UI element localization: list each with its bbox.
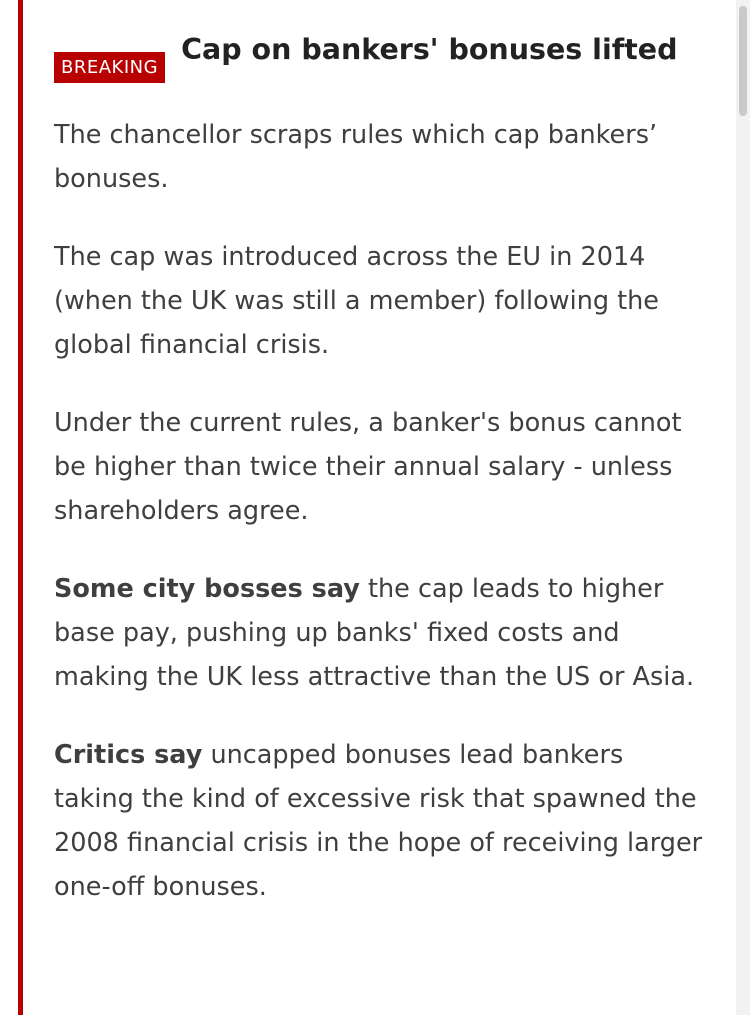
post-paragraph-4 bbox=[54, 567, 709, 699]
breaking-accent-bar bbox=[18, 0, 23, 1015]
paragraph-text: The chancellor scraps rules which cap bankers’ bonuses. bbox=[54, 120, 658, 194]
post-paragraph-5 bbox=[54, 733, 709, 909]
paragraph-text: Under the current rules, a banker's bonus cannot be higher than twice their annual salary - unless shareholders agree. bbox=[54, 408, 682, 526]
paragraph-bold-lead: Some city bosses say bbox=[54, 574, 360, 604]
paragraph-text: the cap leads to higher base pay, pushing up banks' fixed costs and making the UK less attractive than the US or Asia. bbox=[54, 574, 695, 692]
scrollbar[interactable] bbox=[736, 0, 750, 1015]
paragraph-bold-lead: Critics say bbox=[54, 740, 203, 770]
paragraph-text: uncapped bonuses lead bankers taking the kind of excessive risk that spawned the 2008 financial crisis in the hope of receiving larger one-off bonuses. bbox=[54, 740, 703, 902]
scrollbar-thumb[interactable] bbox=[739, 6, 747, 116]
post-paragraph-3 bbox=[54, 401, 709, 533]
post-header bbox=[54, 28, 709, 83]
post-paragraph-1 bbox=[54, 113, 709, 201]
live-post bbox=[54, 28, 709, 943]
breaking-badge: BREAKING bbox=[54, 52, 165, 83]
post-headline: Cap on bankers' bonuses lifted bbox=[181, 33, 678, 66]
paragraph-text: The cap was introduced across the EU in 2014 (when the UK was still a member) following the global financial crisis. bbox=[54, 242, 659, 360]
post-paragraph-2 bbox=[54, 235, 709, 367]
